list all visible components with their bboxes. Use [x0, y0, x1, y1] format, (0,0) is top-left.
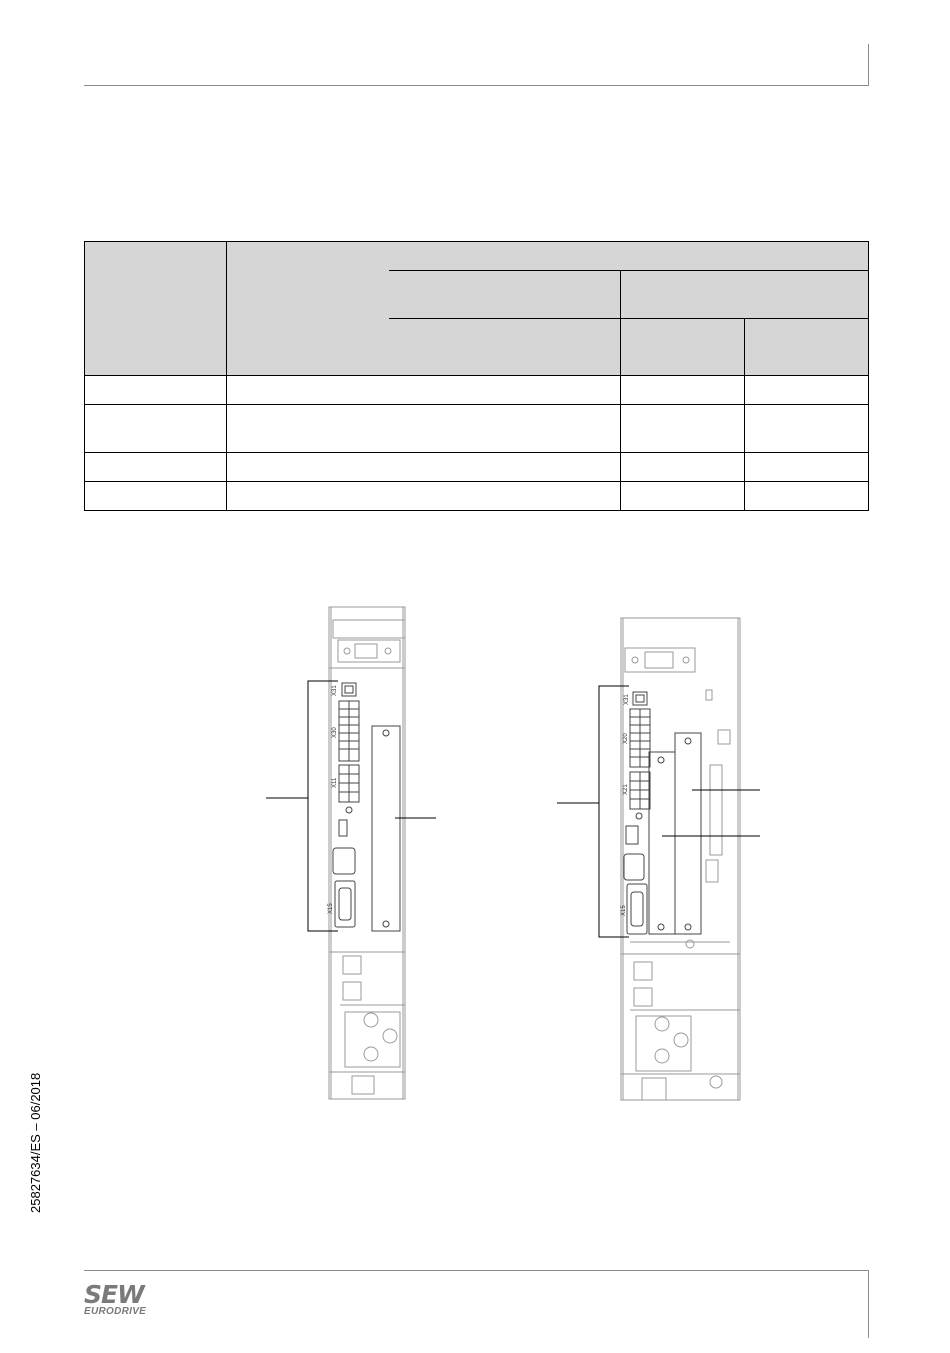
footer-rule	[84, 1270, 869, 1271]
logo-main-text: SEW	[84, 1280, 144, 1309]
right-unit-drawing	[621, 618, 740, 1100]
logo-sub-text: EURODRIVE	[84, 1306, 147, 1317]
connector-label: X21	[623, 784, 629, 795]
connector-label: X31	[624, 694, 630, 705]
document-number: 25827634/ES – 06/2018	[28, 1072, 43, 1213]
connector-label: X30	[332, 727, 338, 738]
connector-label: X11	[332, 777, 338, 788]
sew-eurodrive-logo	[84, 1280, 154, 1318]
connector-label: X15	[621, 905, 627, 916]
connector-label: X20	[623, 733, 629, 744]
connector-label: X15	[328, 903, 334, 914]
connector-label: X31	[332, 685, 338, 696]
footer-side-rule	[868, 1270, 869, 1338]
left-unit-drawing	[329, 607, 405, 1099]
